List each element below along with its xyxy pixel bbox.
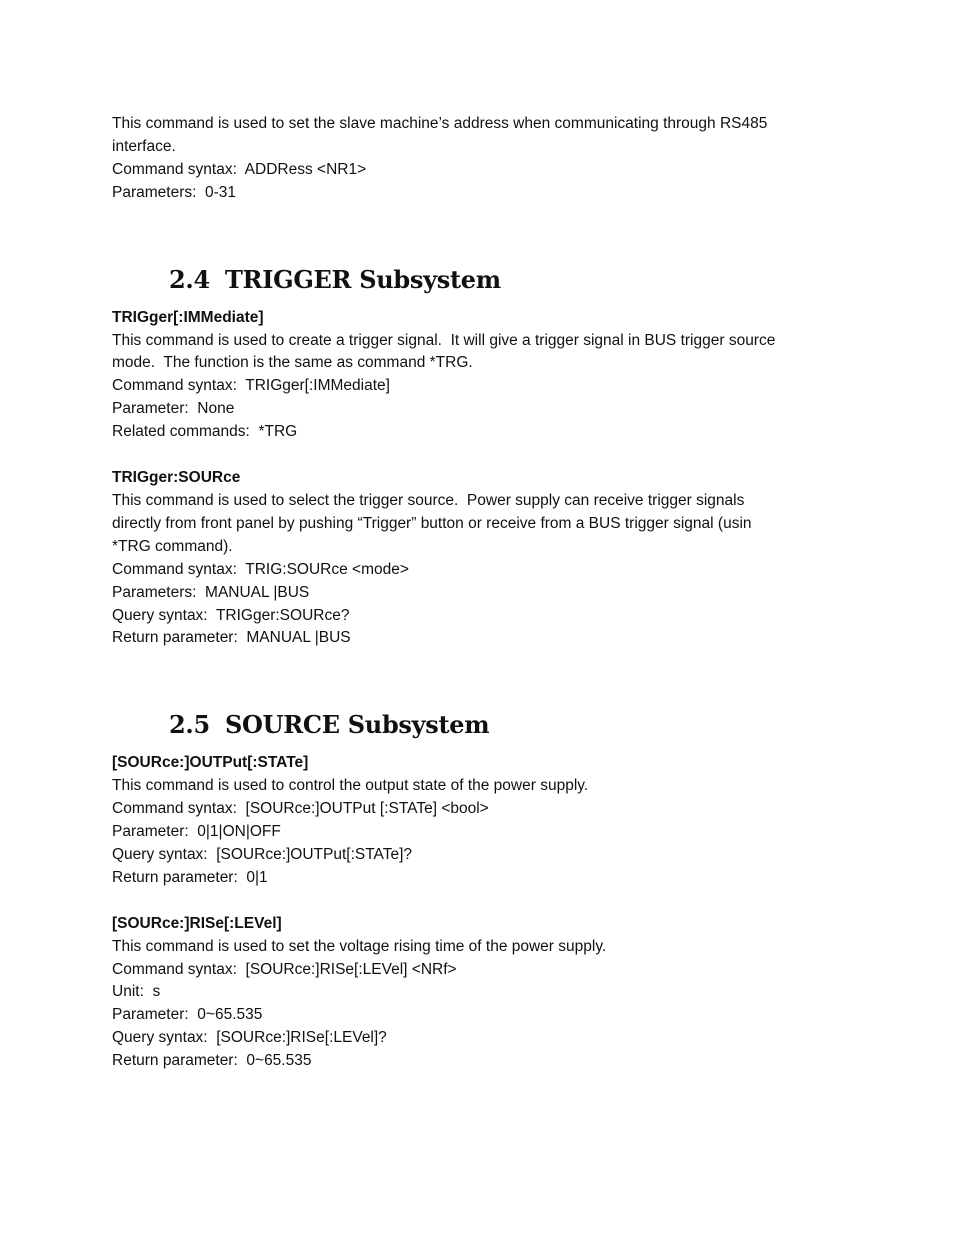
command-block-trigger-source	[112, 467, 847, 650]
command-line: Parameter: 0~65.535	[112, 1006, 263, 1024]
address-parameters: Parameters: 0-31	[112, 183, 237, 201]
command-line: Return parameter: 0~65.535	[112, 1052, 312, 1070]
section-title: TRIGGER Subsystem	[225, 264, 501, 294]
command-line: directly from front panel by pushing “Trigger” button or receive from a BUS trigger signal (usin	[112, 514, 752, 532]
command-line: This command is used to set the voltage rising time of the power supply.	[112, 937, 607, 955]
address-description-line-1: This command is used to set the slave machine’s address when communicating through RS485	[112, 115, 768, 132]
section-heading-source	[112, 710, 847, 740]
address-command-block	[112, 113, 847, 205]
address-description-line-2: interface.	[112, 137, 176, 155]
command-line: Command syntax: [SOURce:]OUTPut [:STATe] <bool>	[112, 800, 489, 818]
section-title: SOURCE Subsystem	[225, 710, 490, 740]
command-line: *TRG command).	[112, 537, 233, 555]
command-line: Related commands: *TRG	[112, 423, 298, 441]
command-line: This command is used to select the trigger source. Power supply can receive trigger signals	[112, 491, 745, 509]
command-line: Parameter: None	[112, 400, 235, 418]
command-line: Command syntax: [SOURce:]RISe[:LEVel] <NRf>	[112, 960, 457, 978]
command-line: Return parameter: 0|1	[112, 868, 268, 886]
command-block-trigger-immediate	[112, 307, 847, 444]
address-command-syntax: Command syntax: ADDRess <NR1>	[112, 160, 367, 178]
command-line: This command is used to control the output state of the power supply.	[112, 777, 589, 795]
command-name: [SOURce:]RISe[:LEVel]	[112, 914, 282, 932]
command-line: Query syntax: [SOURce:]RISe[:LEVel]?	[112, 1029, 387, 1047]
command-line: This command is used to create a trigger signal. It will give a trigger signal in BUS trigger source	[112, 331, 776, 349]
command-line: Query syntax: [SOURce:]OUTPut[:STATe]?	[112, 845, 413, 863]
command-line: Parameters: MANUAL |BUS	[112, 583, 310, 601]
command-name: [SOURce:]OUTPut[:STATe]	[112, 754, 309, 772]
command-block-output-state	[112, 752, 847, 889]
command-line: mode. The function is the same as command *TRG.	[112, 354, 473, 372]
section-heading-trigger	[112, 265, 847, 295]
command-name: TRIGger[:IMMediate]	[112, 308, 264, 326]
command-line: Return parameter: MANUAL |BUS	[112, 629, 351, 647]
command-block-rise-level	[112, 913, 847, 1073]
command-name: TRIGger:SOURce	[112, 469, 241, 487]
section-number: 2.4	[169, 264, 210, 294]
command-line: Parameter: 0|1|ON|OFF	[112, 823, 281, 841]
command-line: Command syntax: TRIGger[:IMMediate]	[112, 377, 390, 395]
command-line: Query syntax: TRIGger:SOURce?	[112, 606, 350, 624]
document-page	[112, 113, 847, 1073]
section-number: 2.5	[169, 710, 210, 740]
command-line: Unit: s	[112, 983, 161, 1001]
command-line: Command syntax: TRIG:SOURce <mode>	[112, 560, 409, 578]
